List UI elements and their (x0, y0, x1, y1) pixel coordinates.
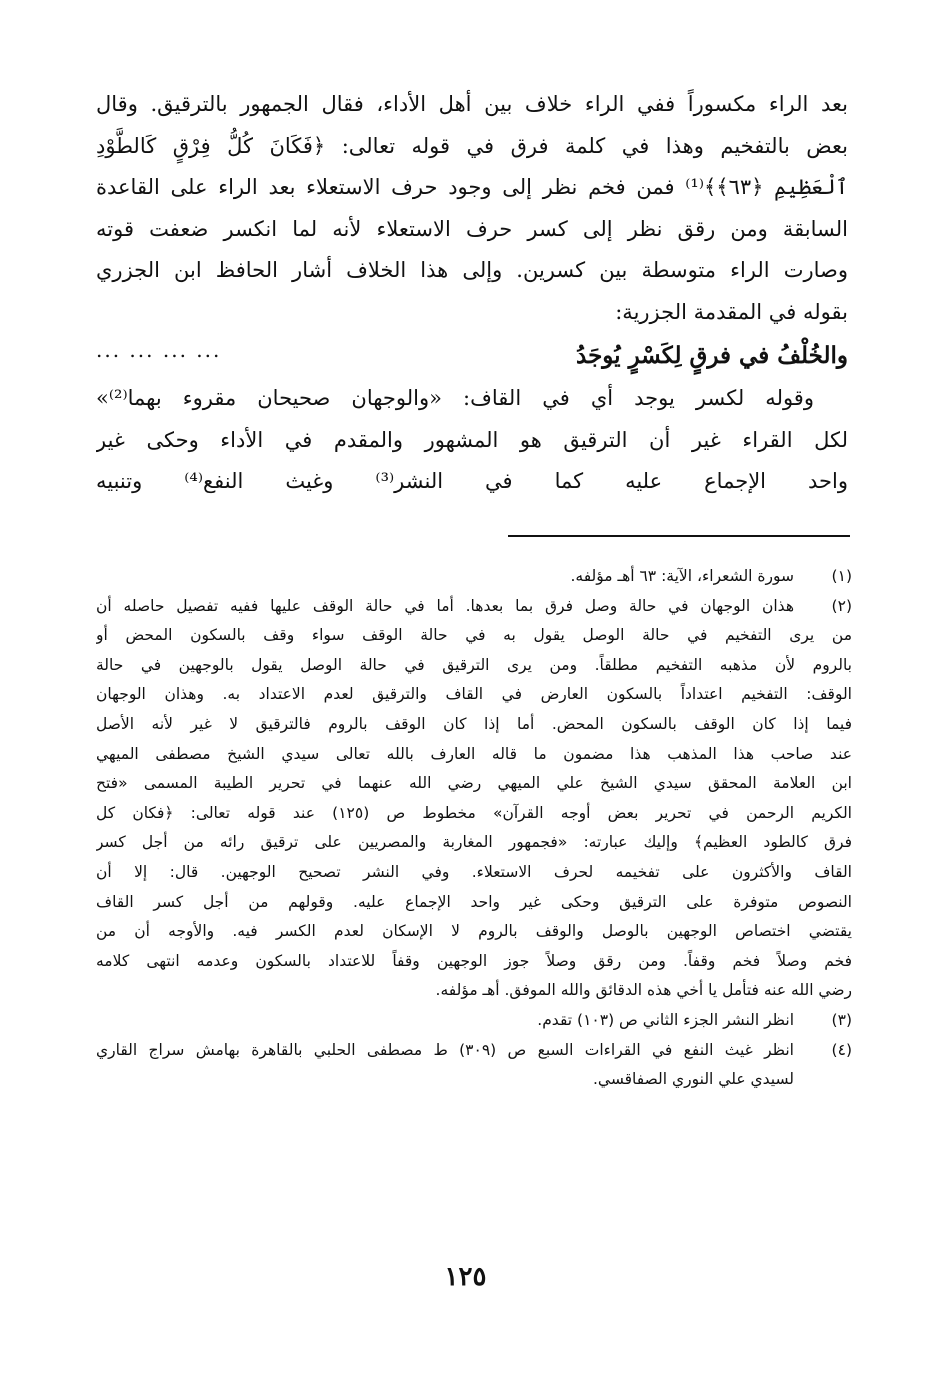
footnote-line: سورة الشعراء، الآية: ٦٣ أهـ مؤلفه. (570, 567, 794, 585)
main-text-line: لكل القراء غير أن الترقيق هو المشهور والمقدم في الأداء وحكى غير (96, 427, 848, 452)
footnote-number: (١) (831, 567, 852, 585)
main-text-line: بقوله في المقدمة الجزرية: (615, 299, 848, 324)
footnote-line: القاف والأكثرون على تفخيمه لحرف الاستعلاء. وفي النشر تصحيح الوجهين. قال: إلا أن (96, 862, 852, 881)
footnote-number: (٣) (831, 1010, 852, 1029)
footnote-line: من يرى التفخيم في حالة الوصل يقول به في حالة الوقف سواء وقف بالسكون المحض أو (96, 626, 852, 645)
footnote-line: فرق كالطود العظيم﴾ وإليك عبارته: «فجمهور المغاربة والمصريين على ترقيق رائه من أجل كسر (96, 833, 852, 852)
main-text-line: واحد الإجماع عليه كما في النشر⁽³⁾ وغيث النفع⁽⁴⁾ وتنبيه (96, 469, 848, 493)
main-text-line: بعد الراء مكسوراً ففي الراء خلاف بين أهل الأداء، فقال الجمهور بالترقيق. وقال (96, 92, 848, 116)
footnote (96, 1006, 852, 1036)
main-text-line: ٱلْعَظِيمِ ﴿٦٣﴾﴾⁽¹⁾ فمن فخم نظر إلى وجود حرف الاستعلاء بعد الراء على القاعدة (96, 175, 848, 199)
footnote-line: عند صاحب هذا المذهب هذا مضمون ما قاله العارف بالله تعالى سيدي الشيخ مصطفى الميهي (96, 744, 852, 763)
main-text-continued (96, 378, 848, 503)
footnotes (96, 562, 852, 1095)
footnote-number: (٢) (831, 596, 852, 615)
footnote-line: بالروم لأن مذهبه التفخيم مطلقاً. ومن يرى الترقيق في حالة الوصل يقول بالوجهين في حالة (96, 655, 852, 674)
main-text-line: بعض بالتفخيم وهذا في كلمة فرق في قوله تعالى: ﴿فَكَانَ كُلُّ فِرْقٍ كَالطَّوْدِ (96, 133, 848, 158)
footnote (96, 1036, 852, 1095)
footnote-line: ابن العلامة المحقق سيدي الشيخ علي الميهي رضي الله عنهما في تحرير الطيبة المسمى «فتح (96, 774, 852, 793)
poem-hemistich: والخُلْفُ في فرقٍ لِكَسْرٍ يُوجَدُ (576, 342, 848, 369)
page-number: ١٢٥ (444, 1262, 487, 1292)
footnote-line: انظر غيث النفع في القراءات السبع ص (٣٠٩) ط مصطفى الحلبي بالقاهرة بهامش سراج القاري (96, 1040, 794, 1059)
footnote-line: النصوص متوفرة على الترقيق وحكى غير واحد الإجماع عليه. وقولهم من أجل كسر القاف (96, 892, 852, 911)
footnote-line: انظر النشر الجزء الثاني ص (١٠٣) تقدم. (537, 1010, 794, 1029)
footnote-line: الكريم الرحمن في تحرير بعض أوجه القرآن» مخطوط ص (١٢٥) عند قوله تعالى: ﴿فكان كل (96, 803, 852, 822)
footnote-line: لسيدي علي النوري الصفاقسي. (592, 1070, 794, 1089)
main-text (96, 84, 848, 333)
footnote (96, 592, 852, 1006)
footnote-line: فخم وصلاً فخم وقفاً. ومن رقق وصلاً جوز الوجهين وقفاً للاعتداد بالسكون وعدمه انتهى كلامه (96, 951, 852, 970)
footnote-separator (508, 535, 850, 537)
footnote (96, 562, 852, 592)
main-text-line: وقوله لكسر يوجد أي في القاف: «والوجهان صحيحان مقروء بهما⁽²⁾» (96, 386, 814, 410)
footnote-line: رضي الله عنه فتأمل يا أخي هذه الدقائق والله الموفق. أهـ مؤلفه. (435, 981, 852, 1000)
footnote-line: الوقف: التفخيم اعتداداً بالسكون العارض في القاف والترقيق لعدم الاعتداد به. وهذان الوجهان (96, 685, 852, 704)
footnote-line: هذان الوجهان في حالة وصل فرق بما بعدها. أما في حالة الوقف عليها ففيه تفصيل حاصله أن (96, 596, 794, 615)
main-text-line: وصارت الراء متوسطة بين كسرين. وإلى هذا الخلاف أشار الحافظ ابن الجزري (96, 258, 848, 282)
poem-ellipsis: ... ... ... ... (96, 338, 222, 362)
footnote-line: فيما إذا كان الوقف بالسكون المحض. أما إذا كان الوقف بالروم فالترقيق لا غير لأنه الأصل (96, 714, 852, 733)
main-text-line: السابقة ومن رقق نظر إلى كسر حرف الاستعلاء لأنه لما انكسر ضعفت قوته (96, 216, 848, 241)
footnote-number: (٤) (831, 1040, 852, 1059)
footnote-line: يقتضي اختصاص الوجهين بالوصل والوقف بالروم لا الإسكان لعدم الكسر فيه. والأوجه أن من (96, 922, 852, 941)
poem-verse (96, 334, 848, 378)
